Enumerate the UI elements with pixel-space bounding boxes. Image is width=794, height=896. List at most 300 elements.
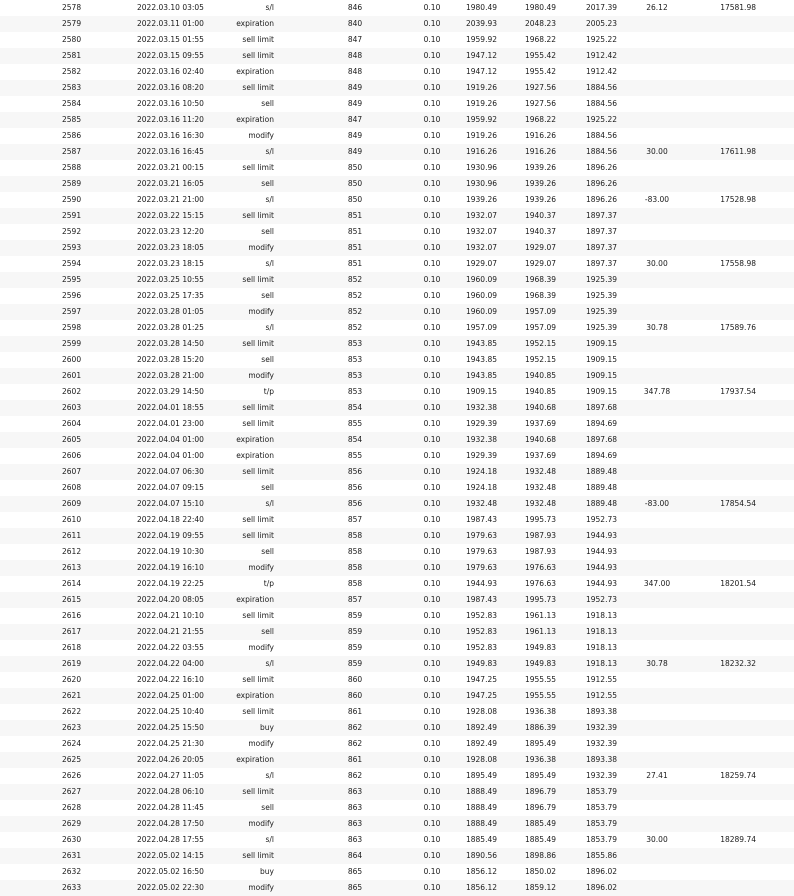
balance-cell: 17854.54 — [720, 499, 756, 508]
order-number-cell: 846 — [347, 3, 363, 12]
stop-loss-cell: 1898.86 — [524, 851, 556, 860]
lot-size-cell: 0.10 — [423, 595, 441, 604]
stop-loss-cell: 1929.07 — [524, 243, 556, 252]
order-number-cell: 849 — [347, 99, 363, 108]
order-number-cell: 863 — [347, 835, 363, 844]
order-number-cell: 850 — [347, 195, 363, 204]
stop-loss-cell: 2048.23 — [524, 19, 556, 28]
take-profit-cell: 1889.48 — [585, 467, 617, 476]
take-profit-cell: 1952.73 — [585, 595, 617, 604]
deal-time-cell: 2022.03.10 03:05 — [137, 3, 204, 12]
table-row — [0, 48, 794, 64]
take-profit-cell: 1893.38 — [585, 707, 617, 716]
deal-price-cell: 1957.09 — [465, 323, 497, 332]
table-row — [0, 880, 794, 896]
lot-size-cell: 0.10 — [423, 691, 441, 700]
balance-cell: 18201.54 — [720, 579, 756, 588]
deal-number-cell: 2585 — [62, 115, 82, 124]
deal-price-cell: 1919.26 — [465, 83, 497, 92]
order-number-cell: 857 — [347, 595, 363, 604]
deal-type-cell: buy — [260, 723, 274, 732]
balance-cell: 17611.98 — [720, 147, 756, 156]
deal-price-cell: 1960.09 — [465, 275, 497, 284]
deal-number-cell: 2592 — [62, 227, 82, 236]
deal-time-cell: 2022.04.19 10:30 — [137, 547, 204, 556]
take-profit-cell: 1884.56 — [585, 83, 617, 92]
deal-number-cell: 2594 — [62, 259, 82, 268]
take-profit-cell: 1884.56 — [585, 131, 617, 140]
table-row — [0, 384, 794, 400]
lot-size-cell: 0.10 — [423, 867, 441, 876]
deal-price-cell: 1932.07 — [465, 211, 497, 220]
stop-loss-cell: 1939.26 — [524, 195, 556, 204]
profit-cell: 27.41 — [646, 771, 668, 780]
table-row — [0, 544, 794, 560]
deal-type-cell: expiration — [236, 115, 274, 124]
lot-size-cell: 0.10 — [423, 499, 441, 508]
deal-price-cell: 1959.92 — [465, 115, 497, 124]
profit-cell: 347.00 — [643, 579, 671, 588]
deal-number-cell: 2620 — [62, 675, 82, 684]
lot-size-cell: 0.10 — [423, 579, 441, 588]
deal-time-cell: 2022.04.07 09:15 — [137, 483, 204, 492]
table-row — [0, 848, 794, 864]
deal-number-cell: 2614 — [62, 579, 82, 588]
table-row — [0, 560, 794, 576]
order-number-cell: 859 — [347, 659, 363, 668]
lot-size-cell: 0.10 — [423, 675, 441, 684]
table-row — [0, 176, 794, 192]
deal-type-cell: modify — [248, 563, 274, 572]
profit-cell: 30.00 — [646, 835, 668, 844]
deal-time-cell: 2022.04.26 20:05 — [137, 755, 204, 764]
order-number-cell: 852 — [347, 275, 363, 284]
deal-number-cell: 2600 — [62, 355, 82, 364]
profit-cell: 30.78 — [646, 323, 668, 332]
stop-loss-cell: 1936.38 — [524, 707, 556, 716]
deal-number-cell: 2611 — [62, 531, 82, 540]
order-number-cell: 854 — [347, 403, 363, 412]
order-number-cell: 856 — [347, 467, 363, 476]
take-profit-cell: 1896.26 — [585, 179, 617, 188]
stop-loss-cell: 1939.26 — [524, 163, 556, 172]
order-number-cell: 847 — [347, 35, 363, 44]
take-profit-cell: 1925.22 — [585, 115, 617, 124]
deal-price-cell: 1919.26 — [465, 131, 497, 140]
deal-price-cell: 1960.09 — [465, 291, 497, 300]
table-row — [0, 640, 794, 656]
table-row — [0, 720, 794, 736]
take-profit-cell: 1909.15 — [585, 371, 617, 380]
deal-type-cell: modify — [248, 131, 274, 140]
order-number-cell: 850 — [347, 163, 363, 172]
stop-loss-cell: 1929.07 — [524, 259, 556, 268]
deal-type-cell: sell — [261, 547, 274, 556]
deal-price-cell: 1943.85 — [465, 355, 497, 364]
stop-loss-cell: 1955.42 — [524, 67, 556, 76]
deal-type-cell: sell limit — [242, 211, 274, 220]
take-profit-cell: 1925.39 — [585, 323, 617, 332]
deal-number-cell: 2626 — [62, 771, 82, 780]
deal-price-cell: 1888.49 — [465, 803, 497, 812]
table-row — [0, 592, 794, 608]
order-number-cell: 853 — [347, 355, 363, 364]
lot-size-cell: 0.10 — [423, 355, 441, 364]
deal-time-cell: 2022.04.04 01:00 — [137, 435, 204, 444]
deal-type-cell: expiration — [236, 435, 274, 444]
deal-price-cell: 1856.12 — [465, 867, 497, 876]
table-row — [0, 768, 794, 784]
stop-loss-cell: 1995.73 — [524, 515, 556, 524]
deal-number-cell: 2616 — [62, 611, 82, 620]
stop-loss-cell: 1916.26 — [524, 147, 556, 156]
order-number-cell: 859 — [347, 611, 363, 620]
deal-type-cell: sell limit — [242, 787, 274, 796]
order-number-cell: 859 — [347, 627, 363, 636]
deal-number-cell: 2624 — [62, 739, 82, 748]
deal-type-cell: s/l — [265, 659, 274, 668]
stop-loss-cell: 1957.09 — [524, 323, 556, 332]
deal-number-cell: 2619 — [62, 659, 82, 668]
order-number-cell: 855 — [347, 451, 363, 460]
deal-price-cell: 1932.07 — [465, 227, 497, 236]
profit-cell: 30.00 — [646, 259, 668, 268]
balance-cell: 17589.76 — [720, 323, 756, 332]
table-row — [0, 688, 794, 704]
order-number-cell: 849 — [347, 131, 363, 140]
deal-price-cell: 1952.83 — [465, 627, 497, 636]
order-number-cell: 862 — [347, 771, 363, 780]
order-number-cell: 852 — [347, 291, 363, 300]
deal-number-cell: 2618 — [62, 643, 82, 652]
lot-size-cell: 0.10 — [423, 723, 441, 732]
deal-number-cell: 2579 — [62, 19, 82, 28]
deal-number-cell: 2589 — [62, 179, 82, 188]
deal-type-cell: sell limit — [242, 419, 274, 428]
stop-loss-cell: 1955.55 — [524, 691, 556, 700]
stop-loss-cell: 1955.42 — [524, 51, 556, 60]
deal-number-cell: 2586 — [62, 131, 82, 140]
take-profit-cell: 1918.13 — [585, 627, 617, 636]
stop-loss-cell: 1940.37 — [524, 211, 556, 220]
deal-price-cell: 1930.96 — [465, 179, 497, 188]
lot-size-cell: 0.10 — [423, 371, 441, 380]
deal-number-cell: 2597 — [62, 307, 82, 316]
take-profit-cell: 1925.22 — [585, 35, 617, 44]
lot-size-cell: 0.10 — [423, 99, 441, 108]
deal-time-cell: 2022.04.21 21:55 — [137, 627, 204, 636]
lot-size-cell: 0.10 — [423, 627, 441, 636]
deal-number-cell: 2622 — [62, 707, 82, 716]
profit-cell: -83.00 — [644, 499, 670, 508]
deal-time-cell: 2022.05.02 16:50 — [137, 867, 204, 876]
table-row — [0, 512, 794, 528]
lot-size-cell: 0.10 — [423, 147, 441, 156]
take-profit-cell: 1896.26 — [585, 163, 617, 172]
order-number-cell: 853 — [347, 371, 363, 380]
deal-time-cell: 2022.03.29 14:50 — [137, 387, 204, 396]
take-profit-cell: 1944.93 — [585, 531, 617, 540]
table-row — [0, 400, 794, 416]
deal-type-cell: expiration — [236, 595, 274, 604]
deal-type-cell: s/l — [265, 147, 274, 156]
order-number-cell: 858 — [347, 563, 363, 572]
deal-time-cell: 2022.03.16 11:20 — [137, 115, 204, 124]
deal-number-cell: 2584 — [62, 99, 82, 108]
deal-price-cell: 1932.07 — [465, 243, 497, 252]
lot-size-cell: 0.10 — [423, 419, 441, 428]
deal-type-cell: s/l — [265, 3, 274, 12]
take-profit-cell: 1855.86 — [585, 851, 617, 860]
order-number-cell: 855 — [347, 419, 363, 428]
deal-price-cell: 1892.49 — [465, 739, 497, 748]
deal-time-cell: 2022.03.28 01:25 — [137, 323, 204, 332]
table-row — [0, 608, 794, 624]
deal-type-cell: s/l — [265, 323, 274, 332]
order-number-cell: 865 — [347, 867, 363, 876]
deal-number-cell: 2628 — [62, 803, 82, 812]
table-row — [0, 704, 794, 720]
deal-number-cell: 2627 — [62, 787, 82, 796]
deal-number-cell: 2590 — [62, 195, 82, 204]
table-row — [0, 736, 794, 752]
table-row — [0, 656, 794, 672]
table-row — [0, 672, 794, 688]
deal-time-cell: 2022.04.28 17:55 — [137, 835, 204, 844]
take-profit-cell: 1853.79 — [585, 819, 617, 828]
lot-size-cell: 0.10 — [423, 819, 441, 828]
order-number-cell: 851 — [347, 259, 363, 268]
lot-size-cell: 0.10 — [423, 51, 441, 60]
deal-time-cell: 2022.03.15 01:55 — [137, 35, 204, 44]
lot-size-cell: 0.10 — [423, 323, 441, 332]
take-profit-cell: 1909.15 — [585, 387, 617, 396]
lot-size-cell: 0.10 — [423, 883, 441, 892]
take-profit-cell: 1944.93 — [585, 579, 617, 588]
order-number-cell: 863 — [347, 787, 363, 796]
table-row — [0, 624, 794, 640]
lot-size-cell: 0.10 — [423, 307, 441, 316]
lot-size-cell: 0.10 — [423, 515, 441, 524]
deal-type-cell: sell — [261, 627, 274, 636]
balance-cell: 17937.54 — [720, 387, 756, 396]
order-number-cell: 852 — [347, 307, 363, 316]
deal-number-cell: 2606 — [62, 451, 82, 460]
deal-type-cell: sell limit — [242, 35, 274, 44]
order-number-cell: 862 — [347, 723, 363, 732]
lot-size-cell: 0.10 — [423, 291, 441, 300]
order-number-cell: 840 — [347, 19, 363, 28]
deal-price-cell: 1952.83 — [465, 643, 497, 652]
table-row — [0, 864, 794, 880]
deal-price-cell: 1928.08 — [465, 707, 497, 716]
stop-loss-cell: 1932.48 — [524, 483, 556, 492]
deal-number-cell: 2625 — [62, 755, 82, 764]
deal-type-cell: modify — [248, 643, 274, 652]
balance-cell: 17558.98 — [720, 259, 756, 268]
stop-loss-cell: 1976.63 — [524, 563, 556, 572]
deal-price-cell: 1959.92 — [465, 35, 497, 44]
lot-size-cell: 0.10 — [423, 483, 441, 492]
lot-size-cell: 0.10 — [423, 531, 441, 540]
order-number-cell: 856 — [347, 499, 363, 508]
order-number-cell: 851 — [347, 211, 363, 220]
take-profit-cell: 1897.37 — [585, 259, 617, 268]
order-number-cell: 864 — [347, 851, 363, 860]
deal-type-cell: sell limit — [242, 275, 274, 284]
deal-price-cell: 1960.09 — [465, 307, 497, 316]
deal-type-cell: t/p — [263, 579, 274, 588]
deal-number-cell: 2632 — [62, 867, 82, 876]
deal-time-cell: 2022.03.21 00:15 — [137, 163, 204, 172]
deal-type-cell: sell limit — [242, 403, 274, 412]
lot-size-cell: 0.10 — [423, 451, 441, 460]
deal-price-cell: 1856.12 — [465, 883, 497, 892]
deal-type-cell: t/p — [263, 387, 274, 396]
lot-size-cell: 0.10 — [423, 787, 441, 796]
lot-size-cell: 0.10 — [423, 387, 441, 396]
deal-time-cell: 2022.04.25 21:30 — [137, 739, 204, 748]
lot-size-cell: 0.10 — [423, 67, 441, 76]
deal-price-cell: 1979.63 — [465, 531, 497, 540]
order-number-cell: 861 — [347, 707, 363, 716]
deal-price-cell: 1947.25 — [465, 675, 497, 684]
table-row — [0, 784, 794, 800]
deal-price-cell: 1888.49 — [465, 787, 497, 796]
deal-number-cell: 2603 — [62, 403, 82, 412]
stop-loss-cell: 1850.02 — [524, 867, 556, 876]
take-profit-cell: 1909.15 — [585, 339, 617, 348]
deal-time-cell: 2022.04.28 17:50 — [137, 819, 204, 828]
deal-price-cell: 1987.43 — [465, 595, 497, 604]
stop-loss-cell: 1940.68 — [524, 403, 556, 412]
take-profit-cell: 1897.68 — [585, 403, 617, 412]
order-number-cell: 861 — [347, 755, 363, 764]
deal-price-cell: 1929.39 — [465, 419, 497, 428]
stop-loss-cell: 1957.09 — [524, 307, 556, 316]
table-row — [0, 144, 794, 160]
deal-time-cell: 2022.04.04 01:00 — [137, 451, 204, 460]
deal-time-cell: 2022.03.23 12:20 — [137, 227, 204, 236]
deal-time-cell: 2022.03.16 02:40 — [137, 67, 204, 76]
deal-time-cell: 2022.04.22 03:55 — [137, 643, 204, 652]
deal-price-cell: 1892.49 — [465, 723, 497, 732]
deal-time-cell: 2022.03.25 10:55 — [137, 275, 204, 284]
deal-number-cell: 2601 — [62, 371, 82, 380]
balance-cell: 18232.32 — [720, 659, 756, 668]
deal-time-cell: 2022.04.25 15:50 — [137, 723, 204, 732]
deal-time-cell: 2022.04.07 06:30 — [137, 467, 204, 476]
deal-price-cell: 1924.18 — [465, 467, 497, 476]
deal-time-cell: 2022.03.21 16:05 — [137, 179, 204, 188]
take-profit-cell: 1884.56 — [585, 147, 617, 156]
table-row — [0, 800, 794, 816]
lot-size-cell: 0.10 — [423, 339, 441, 348]
lot-size-cell: 0.10 — [423, 403, 441, 412]
deal-type-cell: sell — [261, 483, 274, 492]
take-profit-cell: 1894.69 — [585, 451, 617, 460]
deal-time-cell: 2022.03.23 18:05 — [137, 243, 204, 252]
take-profit-cell: 1912.42 — [585, 67, 617, 76]
take-profit-cell: 1918.13 — [585, 611, 617, 620]
deal-price-cell: 1924.18 — [465, 483, 497, 492]
table-row — [0, 272, 794, 288]
deal-number-cell: 2629 — [62, 819, 82, 828]
deal-price-cell: 1979.63 — [465, 547, 497, 556]
order-number-cell: 857 — [347, 515, 363, 524]
deal-price-cell: 1987.43 — [465, 515, 497, 524]
deal-price-cell: 1916.26 — [465, 147, 497, 156]
deal-type-cell: expiration — [236, 755, 274, 764]
deal-number-cell: 2588 — [62, 163, 82, 172]
stop-loss-cell: 1896.79 — [524, 787, 556, 796]
profit-cell: 30.00 — [646, 147, 668, 156]
stop-loss-cell: 1995.73 — [524, 595, 556, 604]
stop-loss-cell: 1949.83 — [524, 659, 556, 668]
table-row — [0, 432, 794, 448]
deal-time-cell: 2022.04.27 11:05 — [137, 771, 204, 780]
lot-size-cell: 0.10 — [423, 659, 441, 668]
lot-size-cell: 0.10 — [423, 275, 441, 284]
deal-number-cell: 2615 — [62, 595, 82, 604]
table-row — [0, 752, 794, 768]
table-row — [0, 256, 794, 272]
deal-number-cell: 2587 — [62, 147, 82, 156]
deal-number-cell: 2607 — [62, 467, 82, 476]
table-row — [0, 320, 794, 336]
deal-number-cell: 2583 — [62, 83, 82, 92]
deal-price-cell: 1928.08 — [465, 755, 497, 764]
deal-type-cell: s/l — [265, 195, 274, 204]
deal-type-cell: modify — [248, 243, 274, 252]
deal-number-cell: 2621 — [62, 691, 82, 700]
deal-number-cell: 2610 — [62, 515, 82, 524]
profit-cell: 30.78 — [646, 659, 668, 668]
deal-type-cell: sell — [261, 99, 274, 108]
balance-cell: 18289.74 — [720, 835, 756, 844]
deal-time-cell: 2022.03.28 14:50 — [137, 339, 204, 348]
lot-size-cell: 0.10 — [423, 771, 441, 780]
deal-type-cell: s/l — [265, 771, 274, 780]
table-row — [0, 240, 794, 256]
take-profit-cell: 1853.79 — [585, 835, 617, 844]
deal-number-cell: 2599 — [62, 339, 82, 348]
stop-loss-cell: 1968.22 — [524, 115, 556, 124]
deal-time-cell: 2022.03.25 17:35 — [137, 291, 204, 300]
table-row — [0, 832, 794, 848]
table-row — [0, 112, 794, 128]
deal-time-cell: 2022.04.21 10:10 — [137, 611, 204, 620]
deal-price-cell: 1885.49 — [465, 835, 497, 844]
order-number-cell: 863 — [347, 803, 363, 812]
lot-size-cell: 0.10 — [423, 611, 441, 620]
table-row — [0, 416, 794, 432]
lot-size-cell: 0.10 — [423, 851, 441, 860]
order-number-cell: 848 — [347, 67, 363, 76]
table-row — [0, 160, 794, 176]
deal-type-cell: modify — [248, 883, 274, 892]
deal-type-cell: sell limit — [242, 675, 274, 684]
order-number-cell: 858 — [347, 579, 363, 588]
order-number-cell: 860 — [347, 675, 363, 684]
deal-time-cell: 2022.03.16 10:50 — [137, 99, 204, 108]
balance-cell: 17581.98 — [720, 3, 756, 12]
lot-size-cell: 0.10 — [423, 3, 441, 12]
table-row — [0, 80, 794, 96]
order-number-cell: 859 — [347, 643, 363, 652]
deal-type-cell: modify — [248, 819, 274, 828]
stop-loss-cell: 1895.49 — [524, 739, 556, 748]
